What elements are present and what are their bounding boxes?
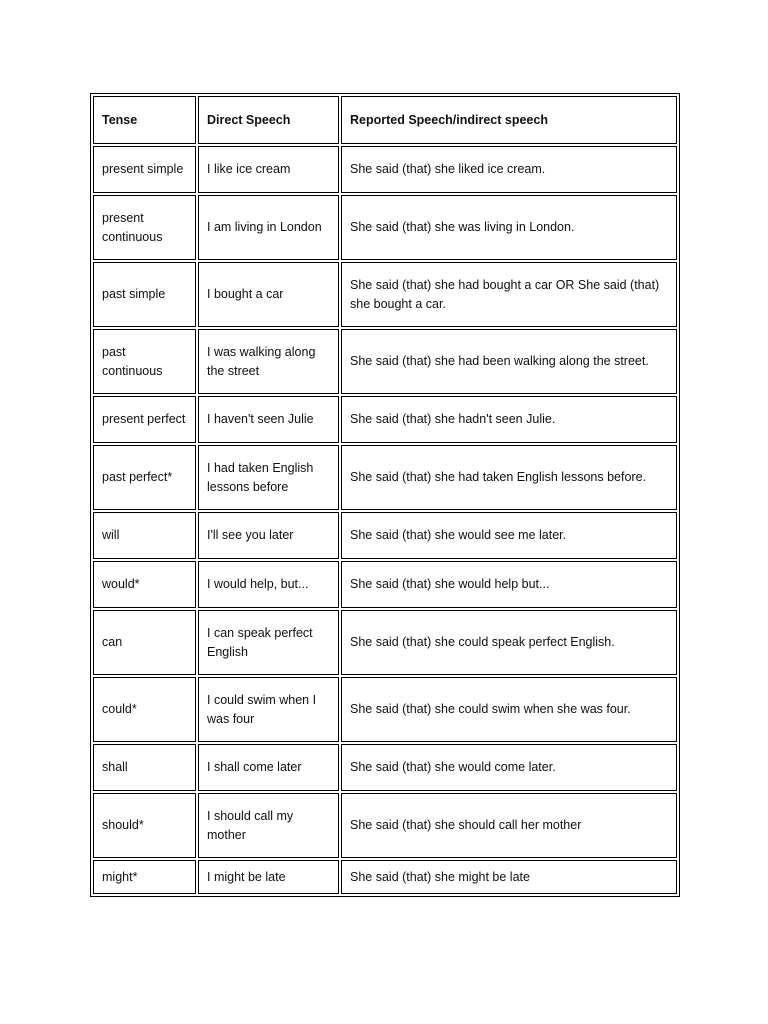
- table-row: [93, 744, 677, 791]
- reported-speech-cell: She said (that) she might be late: [341, 860, 677, 894]
- table-row: [93, 561, 677, 608]
- direct-speech-cell: I haven't seen Julie: [198, 396, 339, 443]
- header-reported-speech: Reported Speech/indirect speech: [341, 96, 677, 144]
- tense-cell: past continuous: [93, 329, 196, 394]
- tense-cell: shall: [93, 744, 196, 791]
- reported-speech-cell: She said (that) she could swim when she was four.: [341, 677, 677, 742]
- reported-speech-cell: She said (that) she would see me later.: [341, 512, 677, 559]
- table-row: [93, 610, 677, 675]
- reported-speech-cell: She said (that) she was living in London.: [341, 195, 677, 260]
- table-header-row: [93, 96, 677, 144]
- document-page: [90, 93, 680, 897]
- table-row: [93, 445, 677, 510]
- direct-speech-cell: I should call my mother: [198, 793, 339, 858]
- tense-cell: could*: [93, 677, 196, 742]
- direct-speech-cell: I would help, but...: [198, 561, 339, 608]
- table-row: [93, 677, 677, 742]
- direct-speech-cell: I'll see you later: [198, 512, 339, 559]
- reported-speech-cell: She said (that) she could speak perfect English.: [341, 610, 677, 675]
- table-row: [93, 793, 677, 858]
- tense-cell: will: [93, 512, 196, 559]
- table-row: [93, 860, 677, 894]
- header-tense: Tense: [93, 96, 196, 144]
- reported-speech-cell: She said (that) she had been walking along the street.: [341, 329, 677, 394]
- tense-cell: might*: [93, 860, 196, 894]
- reported-speech-cell: She said (that) she had bought a car OR She said (that) she bought a car.: [341, 262, 677, 327]
- direct-speech-cell: I bought a car: [198, 262, 339, 327]
- table-row: [93, 262, 677, 327]
- tense-cell: past simple: [93, 262, 196, 327]
- direct-speech-cell: I had taken English lessons before: [198, 445, 339, 510]
- direct-speech-cell: I shall come later: [198, 744, 339, 791]
- tense-cell: can: [93, 610, 196, 675]
- reported-speech-cell: She said (that) she had taken English lessons before.: [341, 445, 677, 510]
- table-row: [93, 396, 677, 443]
- reported-speech-cell: She said (that) she liked ice cream.: [341, 146, 677, 193]
- reported-speech-cell: She said (that) she should call her mother: [341, 793, 677, 858]
- tense-cell: present continuous: [93, 195, 196, 260]
- direct-speech-cell: I was walking along the street: [198, 329, 339, 394]
- reported-speech-cell: She said (that) she hadn't seen Julie.: [341, 396, 677, 443]
- table-row: [93, 329, 677, 394]
- table-row: [93, 512, 677, 559]
- reported-speech-cell: She said (that) she would come later.: [341, 744, 677, 791]
- tense-cell: present simple: [93, 146, 196, 193]
- tense-cell: should*: [93, 793, 196, 858]
- tense-cell: would*: [93, 561, 196, 608]
- reported-speech-cell: She said (that) she would help but...: [341, 561, 677, 608]
- direct-speech-cell: I could swim when I was four: [198, 677, 339, 742]
- tense-cell: present perfect: [93, 396, 196, 443]
- table-row: [93, 195, 677, 260]
- direct-speech-cell: I can speak perfect English: [198, 610, 339, 675]
- tense-cell: past perfect*: [93, 445, 196, 510]
- direct-speech-cell: I am living in London: [198, 195, 339, 260]
- direct-speech-cell: I might be late: [198, 860, 339, 894]
- table-row: [93, 146, 677, 193]
- header-direct-speech: Direct Speech: [198, 96, 339, 144]
- direct-speech-cell: I like ice cream: [198, 146, 339, 193]
- reported-speech-table: [90, 93, 680, 897]
